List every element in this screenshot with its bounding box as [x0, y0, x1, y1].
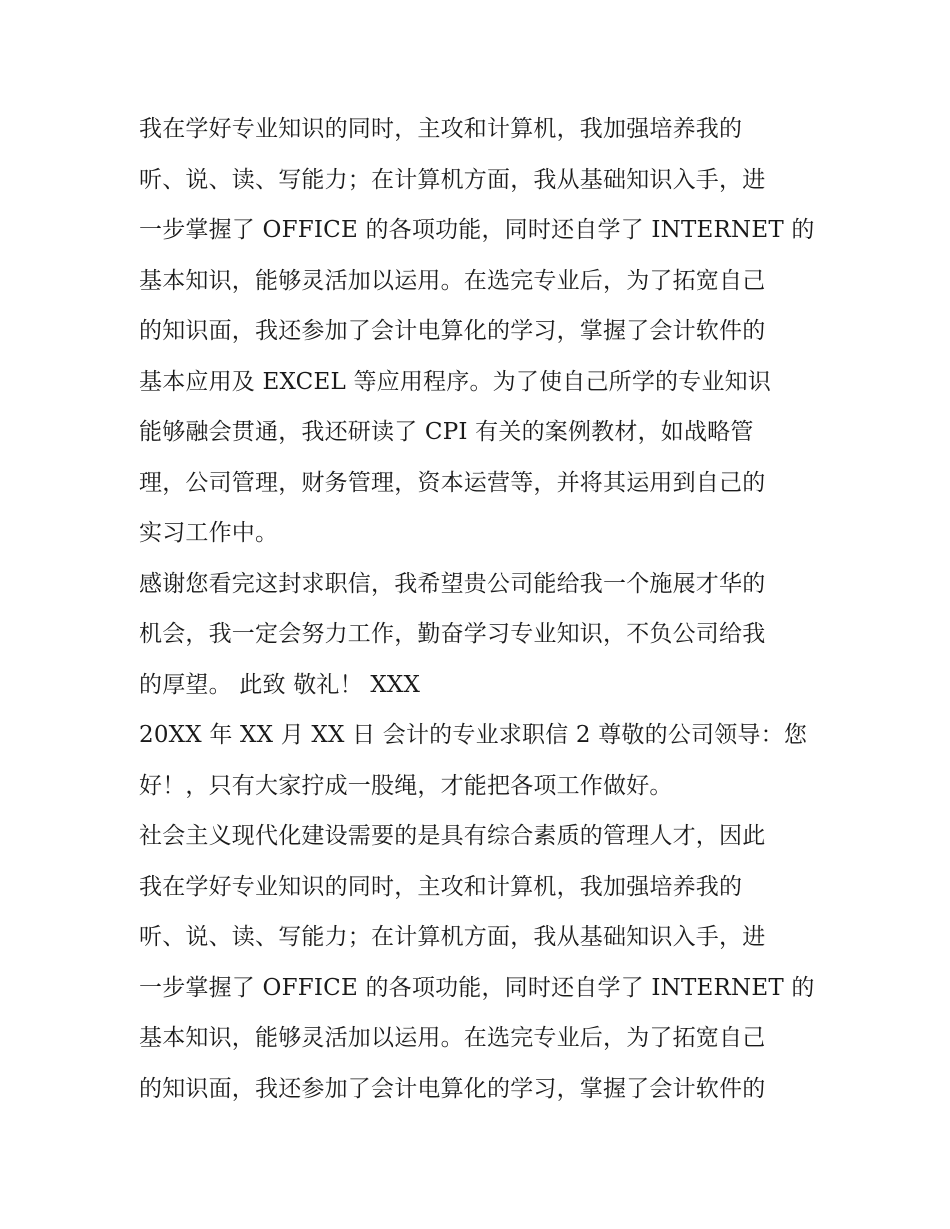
text-line: 好！，只有大家拧成一股绳，才能把各项工作做好。 — [139, 772, 673, 799]
text-line: 听、说、读、写能力；在计算机方面，我从基础知识入手，进 — [139, 166, 766, 193]
text-line: 一步掌握了 OFFICE 的各项功能，同时还自学了 INTERNET 的 — [139, 217, 815, 243]
text-line: 听、说、读、写能力；在计算机方面，我从基础知识入手，进 — [139, 924, 766, 950]
text-line: 的知识面，我还参加了会计电算化的学习，掌握了会计软件的 — [139, 1075, 766, 1102]
text-line: 感谢您看完这封求职信，我希望贵公司能给我一个施展才华的 — [139, 570, 766, 597]
text-line: 基本应用及 EXCEL 等应用程序。为了使自己所学的专业知识 — [139, 368, 772, 395]
text-line: 机会，我一定会努力工作，勤奋学习专业知识，不负公司给我 — [139, 621, 766, 647]
text-line: 20XX 年 XX 月 XX 日 会计的专业求职信 2 尊敬的公司领导：您 — [139, 722, 808, 748]
text-line: 基本知识，能够灵活加以运用。在选完专业后，为了拓宽自己 — [139, 1025, 766, 1051]
text-line: 的厚望。 此致 敬礼！ XXX — [139, 671, 421, 698]
text-line: 实习工作中。 — [139, 520, 279, 546]
text-line: 能够融会贯通，我还研读了 CPI 有关的案例教材，如战略管 — [139, 419, 754, 445]
text-line: 我在学好专业知识的同时，主攻和计算机，我加强培养我的 — [139, 873, 743, 900]
text-line: 一步掌握了 OFFICE 的各项功能，同时还自学了 INTERNET 的 — [139, 974, 815, 1001]
text-line: 理，公司管理，财务管理，资本运营等，并将其运用到自己的 — [139, 469, 766, 496]
text-line: 基本知识，能够灵活加以运用。在选完专业后，为了拓宽自己 — [139, 267, 766, 294]
text-line: 的知识面，我还参加了会计电算化的学习，掌握了会计软件的 — [139, 318, 766, 344]
text-line: 社会主义现代化建设需要的是具有综合素质的管理人才，因此 — [139, 823, 766, 849]
document-body — [139, 104, 819, 1114]
text-line: 我在学好专业知识的同时，主攻和计算机，我加强培养我的 — [139, 116, 743, 142]
